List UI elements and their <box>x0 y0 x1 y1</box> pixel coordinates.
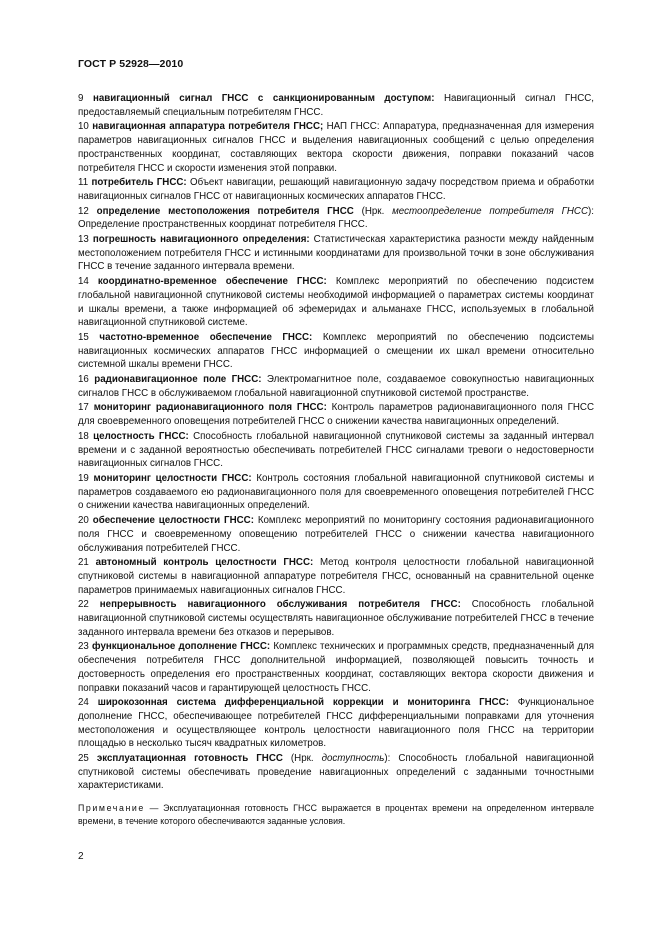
term-name: функциональное дополнение ГНСС: <box>92 641 271 653</box>
term-definition: Комплекс технических и программных средств, предназначенный для обеспечения потребителя ГНСС дополнительной информацией, позволяющей повысить точность и достоверность определения его пространственных координат, составляющих вектора скорости движения и поправки показаний часов и гарантирующей целостность ГНСС. <box>78 641 594 694</box>
term-name: целостность ГНСС: <box>93 430 189 442</box>
term-entry <box>78 556 594 597</box>
term-name: автономный контроль целостности ГНСС: <box>95 557 314 569</box>
term-number: 11 <box>78 177 89 189</box>
term-number: 23 <box>78 641 89 653</box>
term-entry: 12 определение местоположения потребителя ГНСС (Нрк. местоопределение потребителя ГНСС): Определение пространственных координат потребителя ГНСС. <box>78 205 594 231</box>
term-name: навигационный сигнал ГНСС с санкционированным доступом: <box>92 93 435 104</box>
term-number: 20 <box>78 515 89 527</box>
term-number: 9 <box>78 93 84 104</box>
term-entry <box>78 598 594 639</box>
term-number: 21 <box>78 557 89 569</box>
term-alt-suffix: ): <box>588 205 594 217</box>
term-name: координатно-временное обеспечение ГНСС: <box>97 276 327 288</box>
term-definition: Электромагнитное поле, создаваемое совокупностью навигационных сигналов ГНСС в обслуживаемом глобальной навигационной спутниковой системой пространстве. <box>78 374 594 399</box>
term-alt: местоопределение потребителя ГНСС <box>392 205 589 217</box>
term-name: погрешность навигационного определения: <box>92 234 310 246</box>
term-definition: Контроль состояния глобальной навигационной спутниковой системы и параметров создаваемого ею радионавигационного поля для своевременного оповещения потребителей ГНСС о снижении качества навигационных определений. <box>78 472 595 512</box>
term-definition: Определение пространственных координат потребителя ГНСС. <box>78 219 368 231</box>
term-entry <box>78 120 594 175</box>
term-entry <box>78 514 594 555</box>
term-definition: Способность глобальной навигационной спутниковой системы за заданный интервал времени и с заданной вероятностью обеспечивать потребителей ГНСС сигналами тревоги о недостоверности навигационных сигналов ГНСС. <box>78 430 594 470</box>
term-name: широкозонная система дифференциальной коррекции и мониторинга ГНСС: <box>97 697 509 709</box>
term-name: мониторинг целостности ГНСС: <box>93 472 252 484</box>
terms-list <box>78 92 594 827</box>
entries-container <box>78 92 594 793</box>
term-number: 25 <box>78 753 89 765</box>
term-definition: Функциональное дополнение ГНСС, обеспечивающее потребителей ГНСС дифференциальными поправками для уточнения местоположения и осуществляющее контроль целостности навигационного поля ГНСС на территории площадью в несколько тысяч квадратных километров. <box>78 697 594 750</box>
term-number: 24 <box>78 697 89 709</box>
term-name: потребитель ГНСС: <box>91 177 187 189</box>
term-name: непрерывность навигационного обслуживания потребителя ГНСС: <box>99 599 461 611</box>
term-entry <box>78 472 594 513</box>
term-number: 16 <box>78 374 89 386</box>
term-entry <box>78 233 594 274</box>
term-number: 22 <box>78 599 89 611</box>
term-entry <box>78 373 594 400</box>
term-entry <box>78 176 594 203</box>
term-number: 10 <box>78 121 89 133</box>
term-entry <box>78 401 594 428</box>
note-label: Примечание <box>78 803 145 814</box>
term-name: радионавигационное поле ГНСС: <box>94 374 262 386</box>
term-number: 13 <box>78 234 89 246</box>
page-number: 2 <box>78 851 84 862</box>
term-definition: Объект навигации, решающий навигационную задачу посредством приема и обработки навигационных сигналов ГНСС от навигационных космических аппаратов ГНСС. <box>78 177 595 202</box>
term-definition: Способность глобальной навигационной спутниковой системы осуществлять навигационное обслуживание потребителей ГНСС в течение заданного интервала времени без отказов и перерывов. <box>78 599 594 638</box>
note-text: — Эксплуатационная готовность ГНСС выражается в процентах времени на определенном интервале времени, в течение которого обеспечиваются заданные условия. <box>78 803 594 826</box>
term-definition: Статистическая характеристика разности между найденным местоположением потребителя ГНСС и истинными координатами для произвольной точки в зоне обслуживания ГНСС в течение заданного интервала времени. <box>78 234 594 273</box>
term-definition: Контроль параметров радионавигационного поля ГНСС для своевременного оповещения потребителей ГНСС о снижении качества навигационных определений. <box>78 402 594 428</box>
term-entry <box>78 331 594 372</box>
term-number: 12 <box>78 205 89 217</box>
term-entry <box>78 640 594 695</box>
term-definition: НАП ГНСС: Аппаратура, предназначенная для измерения параметров навигационных сигналов ГНСС и выделения навигационных сообщений с целью определения пространственных координат, составляющих вектора скорости движения, поправки показаний часов потребителя ГНСС и скорости изменения этой поправки. <box>78 121 594 174</box>
note <box>78 802 594 827</box>
term-entry: 25 эксплуатационная готовность ГНСС (Нрк. доступность): Способность глобальной навигационной спутниковой системы обеспечивать проведение навигационных определений с заданными точностными характеристиками. <box>78 753 594 792</box>
document-header: ГОСТ Р 52928—2010 <box>78 58 184 70</box>
term-definition: Метод контроля целостности глобальной навигационной спутниковой системы в навигационной аппаратуре потребителя ГНСС, основанный на сравнительной оценке параметров принимаемых навигационных сигналов ГНСС. <box>78 557 594 596</box>
term-number: 17 <box>78 402 89 414</box>
term-name: навигационная аппаратура потребителя ГНСС; <box>92 121 324 133</box>
term-number: 19 <box>78 472 89 484</box>
term-definition: Способность глобальной навигационной спутниковой системы обеспечивать проведение навигационных определений с заданными точностными характеристиками. <box>78 753 594 792</box>
term-alt-prefix: Нрк. <box>364 205 385 217</box>
term-number: 18 <box>78 430 89 442</box>
term-alt: доступность <box>321 753 385 765</box>
term-name: мониторинг радионавигационного поля ГНСС: <box>93 402 327 414</box>
term-alt-suffix: ): <box>384 753 391 765</box>
term-definition: Навигационный сигнал ГНСС, предоставляемый специальным потребителям ГНСС. <box>78 93 595 118</box>
term-number: 15 <box>78 331 89 343</box>
term-alt-prefix: Нрк. <box>294 753 314 765</box>
term-name: частотно-временное обеспечение ГНСС: <box>99 331 313 343</box>
term-definition: Комплекс мероприятий по обеспечению подсистем глобальной навигационной спутниковой системы необходимой информацией о параметрах системы координат и шкалы времени, а также информацией об эфемеридах и альманахе ГНСС, используемых в глобальной навигационной спутниковой системе. <box>78 276 594 329</box>
term-entry <box>78 430 594 471</box>
term-entry <box>78 696 594 751</box>
term-definition: Комплекс мероприятий по мониторингу состояния радионавигационного поля ГНСС и своевременному оповещению потребителей ГНСС о снижении качества навигационного обслуживания потребителей ГНСС. <box>78 515 594 554</box>
term-name: определение местоположения потребителя ГНСС <box>96 205 354 217</box>
term-entry <box>78 92 594 119</box>
term-number: 14 <box>78 276 89 288</box>
term-definition: Комплекс мероприятий по обеспечению подсистемы навигационных космических аппаратов ГНСС информацией о смещении их шкал времени относительно системной шкалы времени ГНСС. <box>78 331 595 371</box>
term-entry <box>78 275 594 330</box>
term-name: обеспечение целостности ГНСС: <box>92 515 254 527</box>
term-name: эксплуатационная готовность ГНСС <box>96 753 283 765</box>
